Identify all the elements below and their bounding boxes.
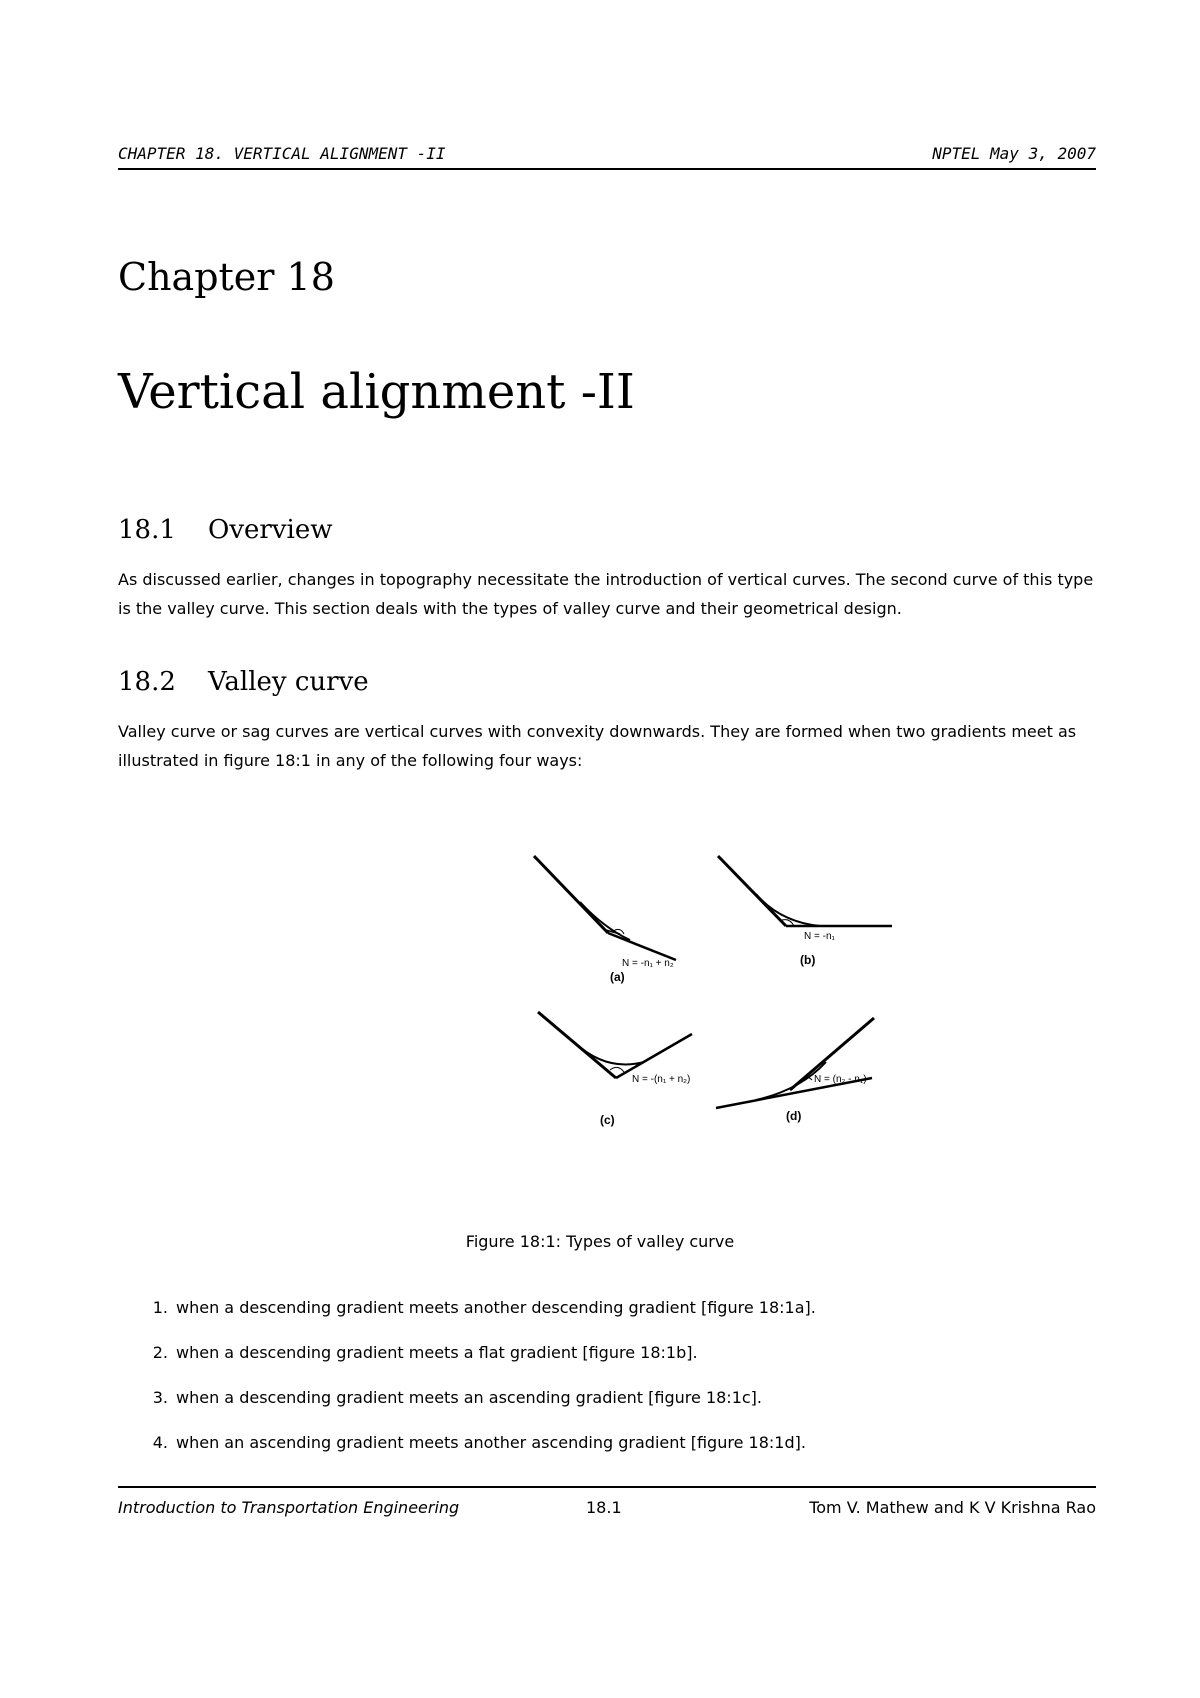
list-item-number: 1.: [152, 1298, 168, 1317]
panel-c-label: (c): [600, 1113, 615, 1127]
valley-curve-paragraph: Valley curve or sag curves are vertical curves with convexity downwards. They are formed when two gradients meet as illustrated in figure 18:1 in any of the following four ways:: [118, 722, 1077, 770]
section-heading-overview: [118, 517, 332, 543]
panel-b: [718, 856, 892, 967]
panel-a-label: (a): [610, 970, 625, 984]
section-title: Valley curve: [208, 667, 369, 697]
panel-c: [538, 1012, 692, 1127]
panel-d-formula: N = (n₂ - n₁): [814, 1074, 867, 1085]
panel-a: [534, 856, 676, 984]
chapter-label: Chapter 18: [118, 255, 335, 299]
header-rule: [118, 168, 1096, 170]
valley-curve-types-list: [140, 1298, 1090, 1478]
panel-b-formula: N = -n₁: [804, 931, 835, 942]
panel-c-formula: N = -(n₁ + n₂): [632, 1074, 691, 1085]
list-item-number: 2.: [152, 1343, 168, 1362]
chapter-title: Vertical alignment -II: [118, 364, 635, 420]
panel-a-formula: N = -n₁ + n₂: [622, 958, 674, 969]
valley-curve-diagram: [520, 840, 920, 1140]
figure-caption: Figure 18:1: Types of valley curve: [465, 1232, 735, 1251]
list-item-number: 4.: [152, 1433, 168, 1452]
section-number: 18.2: [118, 667, 176, 697]
footer-book-title: Introduction to Transportation Engineering: [118, 1498, 460, 1517]
section-number: 18.1: [118, 515, 176, 545]
section-title: Overview: [208, 515, 333, 545]
list-item: [140, 1343, 1090, 1388]
footer-rule: [118, 1486, 1096, 1488]
section-heading-valley-curve: [118, 669, 369, 695]
footer-authors: Tom V. Mathew and K V Krishna Rao: [809, 1498, 1096, 1517]
list-item: [140, 1298, 1090, 1343]
list-item-text: when an ascending gradient meets another ascending gradient [figure 18:1d].: [176, 1433, 806, 1452]
list-item-text: when a descending gradient meets another descending gradient [figure 18:1a].: [176, 1298, 816, 1317]
page-number: 18.1: [586, 1498, 622, 1517]
overview-paragraph: As discussed earlier, changes in topography necessitate the introduction of vertical curves. The second curve of this type is the valley curve. This section deals with the types of valley curve and their geometrical design.: [118, 570, 1094, 618]
running-header: [118, 144, 1096, 163]
panel-b-label: (b): [800, 953, 816, 967]
list-item-number: 3.: [152, 1388, 168, 1407]
running-header-right: NPTEL May 3, 2007: [932, 144, 1096, 163]
list-item: [140, 1433, 1090, 1478]
valley-curve-figure: [520, 840, 920, 1140]
panel-d: [716, 1018, 874, 1123]
list-item: [140, 1388, 1090, 1433]
list-item-text: when a descending gradient meets an ascending gradient [figure 18:1c].: [176, 1388, 762, 1407]
list-item-text: when a descending gradient meets a flat gradient [figure 18:1b].: [176, 1343, 698, 1362]
panel-d-label: (d): [786, 1109, 802, 1123]
running-header-left: CHAPTER 18. VERTICAL ALIGNMENT -II: [118, 144, 446, 163]
